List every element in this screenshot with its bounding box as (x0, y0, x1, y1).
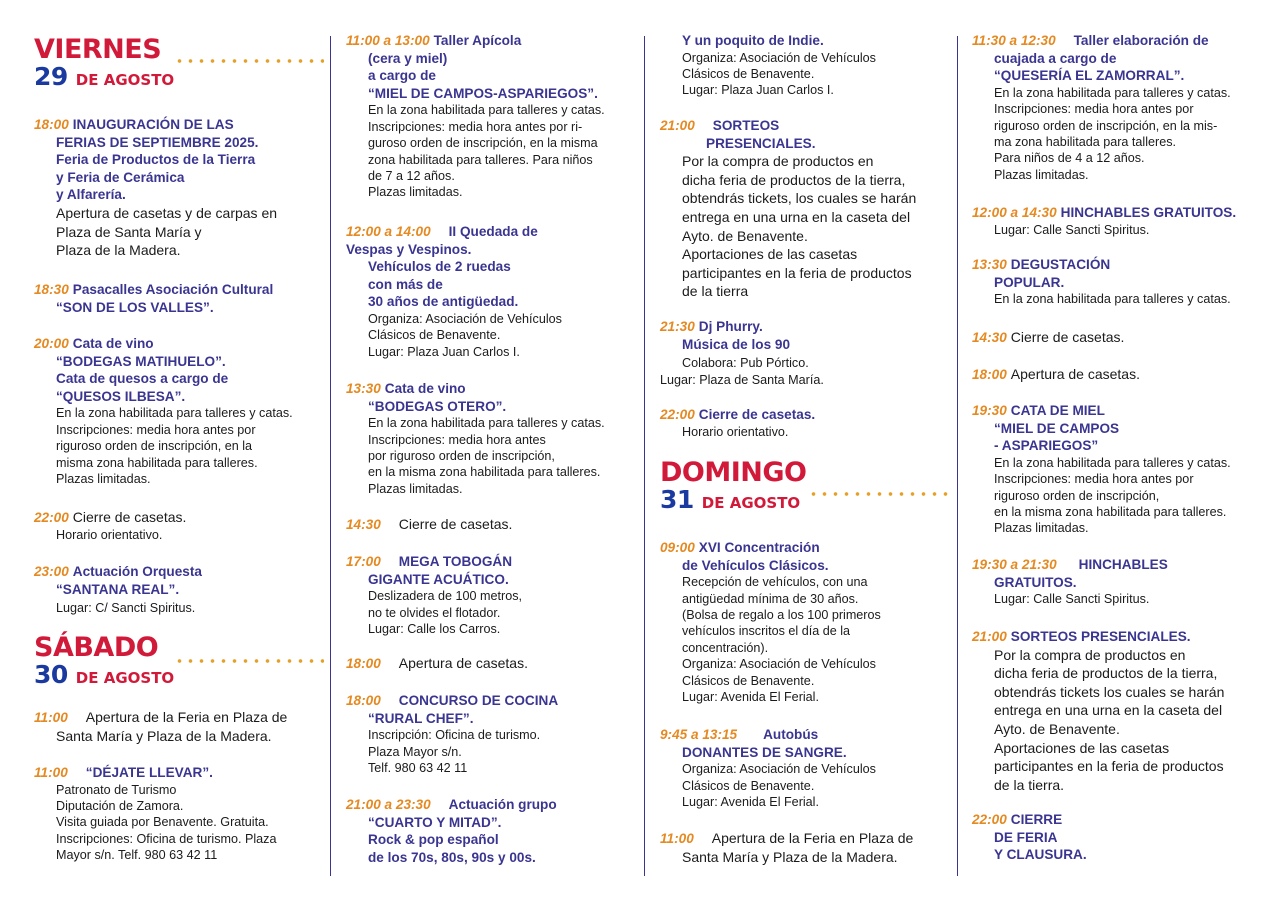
column-divider (644, 36, 645, 876)
dotted-divider (174, 658, 324, 664)
day-header-saturday (34, 634, 324, 691)
event: 19:30 a 21:30 HINCHABLES GRATUITOS. Lugar: Calle Sancti Spiritus. (972, 557, 1168, 607)
event: 9:45 a 13:15 Autobús DONANTES DE SANGRE. Organiza: Asociación de Vehículos Clásicos de Benavente. Lugar: Avenida El Ferial. (660, 727, 876, 809)
day-header-sunday (660, 459, 950, 516)
day-date: 31 DE AGOSTO (660, 485, 801, 514)
event: 18:00 Apertura de casetas. (972, 366, 1140, 382)
event: 11:00 a 13:00 Taller Apícola (cera y miel) a cargo de “MIEL DE CAMPOS-ASPARIEGOS”. En la zona habilitada para talleres y catas. Inscripciones: media hora antes por ri- guroso orden de inscripción, en la misma zona habilitada para talleres. Para niños de 7 a 12 años. Plazas limitadas. (346, 33, 605, 200)
day-name: VIERNES (34, 34, 162, 65)
event: 22:00 Cierre de casetas. Horario orientativo. (34, 509, 187, 542)
event: 21:30 Dj Phurry. Música de los 90 Colabora: Pub Pórtico. Lugar: Plaza de Santa María. (660, 319, 824, 387)
event: 17:00 MEGA TOBOGÁN GIGANTE ACUÁTICO. Deslizadera de 100 metros, no te olvides el flotador. Lugar: Calle los Carros. (346, 554, 523, 636)
event: 13:30 Cata de vino “BODEGAS OTERO”. En la zona habilitada para talleres y catas. Inscripciones: media hora antes por riguroso orden de inscripción, en la misma zona habilitada para talleres. Plazas limitadas. (346, 381, 605, 496)
event: 21:00 SORTEOS PRESENCIALES. Por la compra de productos en dicha feria de productos de la tierra, obtendrás tickets los cuales se harán entrega en una urna en la caseta del Ayto. de Benavente. Aportaciones de las casetas participantes en la feria de productos de la tierra. (972, 629, 1225, 793)
event: Y un poquito de Indie. Organiza: Asociación de Vehículos Clásicos de Benavente. Lugar: Plaza Juan Carlos I. (682, 33, 876, 98)
day-date: 29 DE AGOSTO (34, 62, 175, 91)
event: 18:30 Pasacalles Asociación Cultural “SON DE LOS VALLES”. (34, 282, 274, 315)
event: 18:00 CONCURSO DE COCINA “RURAL CHEF”. Inscripción: Oficina de turismo. Plaza Mayor s/n. Telf. 980 63 42 11 (346, 693, 559, 775)
event: 21:00 a 23:30 Actuación grupo “CUARTO Y MITAD”. Rock & pop español de los 70s, 80s, 90s y 00s. (346, 797, 557, 865)
event: 13:30 DEGUSTACIÓN POPULAR. En la zona habilitada para talleres y catas. (972, 257, 1231, 307)
column-divider (330, 36, 331, 876)
day-name: DOMINGO (660, 457, 807, 488)
event: 21:00 SORTEOS PRESENCIALES. Por la compra de productos en dicha feria de productos de la tierra, obtendrás tickets, los cuales se harán entrega en una urna en la caseta del Ayto. de Benavente. Aportaciones de las casetas participantes en la feria de productos de la tierra (660, 118, 917, 300)
event: 18:00 Apertura de casetas. (346, 655, 528, 671)
event: 19:30 CATA DE MIEL “MIEL DE CAMPOS - ASPARIEGOS” En la zona habilitada para talleres y catas. Inscripciones: media hora antes por riguroso orden de inscripción, en la misma zona habilitada para talleres. Plazas limitadas. (972, 403, 1231, 536)
event: 11:30 a 12:30 Taller elaboración de cuajada a cargo de “QUESERÍA EL ZAMORRAL”. En la zona habilitada para talleres y catas. Inscripciones: media hora antes por riguroso orden de inscripción, en la mis- ma zona habilitada para talleres. Para niños de 4 a 12 años. Plazas limitadas. (972, 33, 1231, 182)
event: 18:00 INAUGURACIÓN DE LAS FERIAS DE SEPTIEMBRE 2025. Feria de Productos de la Tierra y Feria de Cerámica y Alfarería. Apertura de casetas y de carpas en Plaza de Santa María y Plaza de la Madera. (34, 117, 278, 259)
event: 09:00 XVI Concentración de Vehículos Clásicos. Recepción de vehículos, con una antigüedad mínima de 30 años. (Bolsa de regalo a los 100 primeros vehículos inscritos el día de la concentración). Organiza: Asociación de Vehículos Clásicos de Benavente. Lugar: Avenida El Ferial. (660, 540, 881, 705)
event: 12:00 a 14:00 II Quedada de Vespas y Vespinos. Vehículos de 2 ruedas con más de 30 años de antigüedad. Organiza: Asociación de Vehículos Clásicos de Benavente. Lugar: Plaza Juan Carlos I. (346, 224, 562, 359)
event: 20:00 Cata de vino “BODEGAS MATIHUELO”. Cata de quesos a cargo de “QUESOS ILBESA”. En la zona habilitada para talleres y catas. Inscripciones: media hora antes por riguroso orden de inscripción, en la misma zona habilitada para talleres. Plazas limitadas. (34, 336, 293, 486)
event: 22:00 Cierre de casetas. Horario orientativo. (660, 407, 816, 439)
event: 22:00 CIERRE DE FERIA Y CLAUSURA. (972, 812, 1087, 863)
dotted-divider (808, 491, 950, 497)
dotted-divider (174, 58, 324, 64)
day-name: SÁBADO (34, 632, 159, 663)
column-1 (34, 0, 324, 909)
day-header-friday (34, 36, 324, 93)
event: 12:00 a 14:30 HINCHABLES GRATUITOS. Lugar: Calle Sancti Spiritus. (972, 205, 1237, 237)
column-3 (660, 0, 950, 909)
event: 11:00 Apertura de la Feria en Plaza de Santa María y Plaza de la Madera. (660, 830, 914, 865)
event: 14:30 Cierre de casetas. (972, 329, 1125, 345)
day-date: 30 DE AGOSTO (34, 660, 175, 689)
event: 14:30 Cierre de casetas. (346, 516, 513, 532)
column-2 (346, 0, 636, 909)
event: 11:00 “DÉJATE LLEVAR”. Patronato de Turismo Diputación de Zamora. Visita guiada por Benavente. Gratuita. Inscripciones: Oficina de turismo. Plaza Mayor s/n. Telf. 980 63 42 11 (34, 765, 277, 863)
event: 23:00 Actuación Orquesta “SANTANA REAL”. Lugar: C/ Sancti Spiritus. (34, 564, 202, 616)
event: 11:00 Apertura de la Feria en Plaza de Santa María y Plaza de la Madera. (34, 709, 288, 744)
column-4 (972, 0, 1272, 909)
column-divider (957, 36, 958, 876)
